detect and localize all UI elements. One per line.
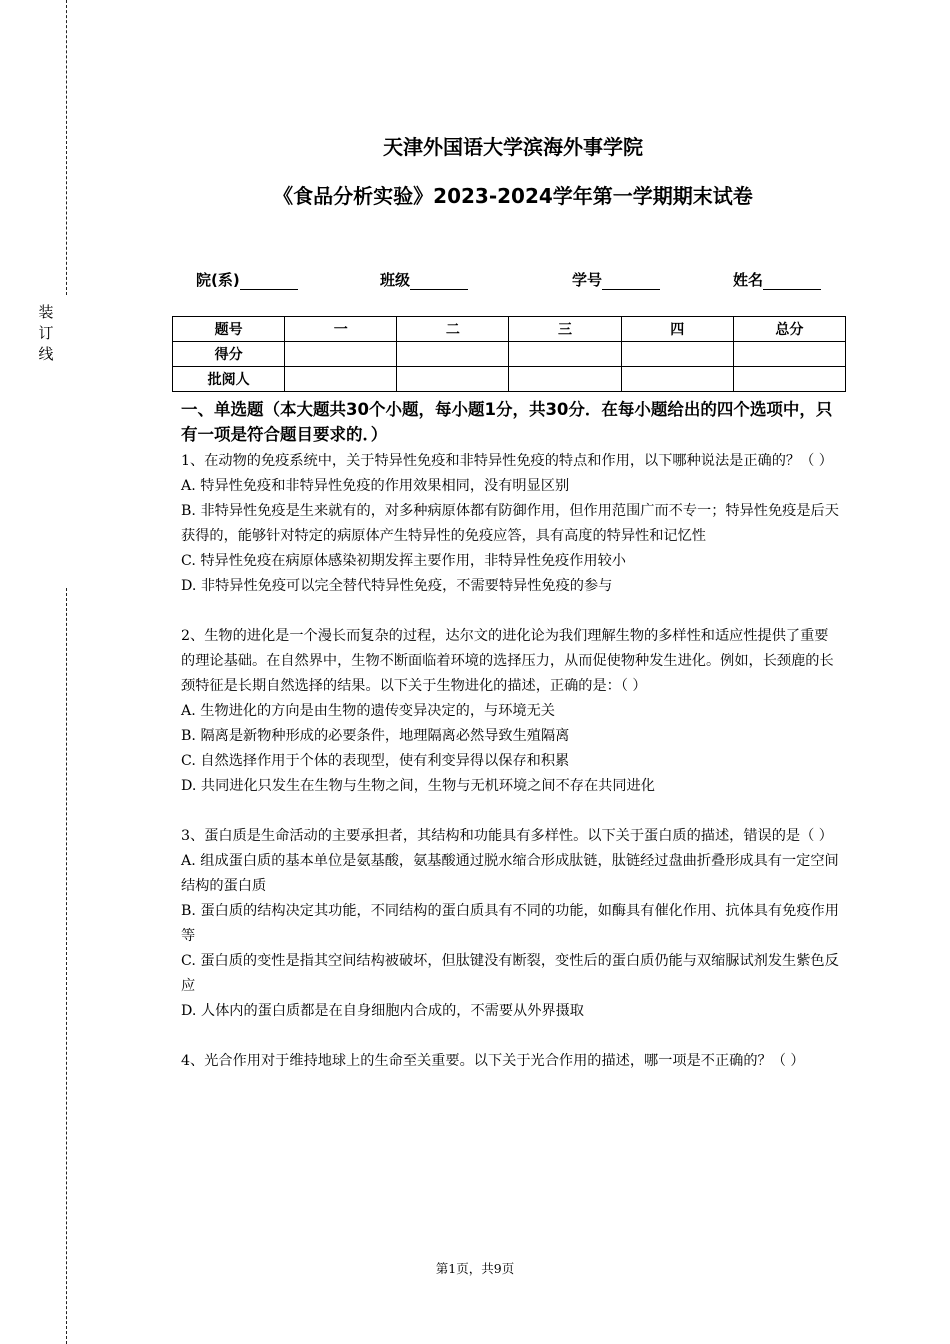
score-cell[interactable] — [509, 342, 621, 367]
score-cell[interactable] — [285, 342, 397, 367]
table-header-cell: 一 — [285, 317, 397, 342]
grader-cell[interactable] — [621, 367, 733, 392]
info-field-name[interactable] — [733, 269, 821, 290]
grader-row — [173, 367, 846, 392]
question-stem: 3、蛋白质是生命活动的主要承担者，其结构和功能具有多样性。以下关于蛋白质的描述，错误的是（ ） — [181, 828, 833, 844]
option-b: B. 蛋白质的结构决定其功能，不同结构的蛋白质具有不同的功能，如酶具有催化作用、抗体具有免疫作用等 — [181, 903, 839, 944]
question-stem: 2、生物的进化是一个漫长而复杂的过程，达尔文的进化论为我们理解生物的多样性和适应性提供了重要的理论基础。在自然界中，生物不断面临着环境的选择压力，从而促使物种发生进化。例如，长颈鹿的长颈特征是长期自然选择的结果。以下关于生物进化的描述，正确的是：（ ） — [181, 628, 834, 694]
option-a: A. 组成蛋白质的基本单位是氨基酸，氨基酸通过脱水缩合形成肽链，肽链经过盘曲折叠形成具有一定空间结构的蛋白质 — [181, 853, 839, 894]
blank-line[interactable] — [602, 272, 660, 290]
question-stem: 4、光合作用对于维持地球上的生命至关重要。以下关于光合作用的描述，哪一项是不正确的？（ ） — [181, 1053, 805, 1069]
option-b: B. 非特异性免疫是生来就有的，对多种病原体都有防御作用，但作用范围广而不专一；特异性免疫是后天获得的，能够针对特定的病原体产生特异性的免疫应答，具有高度的特异性和记忆性 — [181, 503, 839, 544]
option-a: A. 生物进化的方向是由生物的遗传变异决定的，与环境无关 — [181, 703, 555, 719]
table-header-cell: 四 — [621, 317, 733, 342]
score-cell[interactable] — [397, 342, 509, 367]
grader-cell[interactable] — [509, 367, 621, 392]
page-footer: 第1页，共9页 — [435, 1261, 515, 1276]
grader-cell[interactable] — [733, 367, 845, 392]
exam-title: 《食品分析实验》2023-2024学年第一学期期末试卷 — [273, 184, 753, 208]
option-c: C. 蛋白质的变性是指其空间结构被破坏，但肽键没有断裂，变性后的蛋白质仍能与双缩脲试剂发生紫色反应 — [181, 953, 839, 994]
school-title: 天津外国语大学滨海外事学院 — [383, 135, 643, 159]
score-row — [173, 342, 846, 367]
grader-cell[interactable] — [285, 367, 397, 392]
info-field-department[interactable] — [196, 269, 298, 290]
score-cell[interactable] — [621, 342, 733, 367]
score-table — [172, 316, 846, 392]
score-cell[interactable] — [733, 342, 845, 367]
table-header-cell: 三 — [509, 317, 621, 342]
grader-cell[interactable] — [397, 367, 509, 392]
info-label: 班级 — [380, 271, 411, 289]
question-1 — [181, 449, 841, 599]
option-d: D. 非特异性免疫可以完全替代特异性免疫，不需要特异性免疫的参与 — [181, 578, 613, 594]
question-2 — [181, 624, 841, 799]
row-label: 批阅人 — [173, 367, 285, 392]
option-d: D. 共同进化只发生在生物与生物之间，生物与无机环境之间不存在共同进化 — [181, 778, 655, 794]
blank-line[interactable] — [240, 272, 298, 290]
blank-line[interactable] — [763, 272, 821, 290]
option-c: C. 自然选择作用于个体的表现型，使有利变异得以保存和积累 — [181, 753, 570, 769]
student-info-row — [0, 269, 950, 293]
binding-dashed-line-top — [66, 0, 67, 295]
question-stem: 1、在动物的免疫系统中，关于特异性免疫和非特异性免疫的特点和作用，以下哪种说法是正确的？（ ） — [181, 453, 833, 469]
info-field-student-id[interactable] — [572, 269, 660, 290]
option-b: B. 隔离是新物种形成的必要条件，地理隔离必然导致生殖隔离 — [181, 728, 570, 744]
binding-dashed-line-bottom — [66, 588, 67, 1344]
binding-label-char: 装 — [38, 303, 54, 321]
info-label: 姓名 — [733, 271, 764, 289]
question-3 — [181, 824, 841, 1024]
info-label: 学号 — [572, 271, 603, 289]
score-table-header-row — [173, 317, 846, 342]
question-4 — [181, 1049, 841, 1074]
table-header-cell: 二 — [397, 317, 509, 342]
option-a: A. 特异性免疫和非特异性免疫的作用效果相同，没有明显区别 — [181, 478, 570, 494]
info-field-class[interactable] — [380, 269, 468, 290]
exam-content — [181, 397, 841, 1099]
option-c: C. 特异性免疫在病原体感染初期发挥主要作用，非特异性免疫作用较小 — [181, 553, 626, 569]
binding-label — [36, 302, 56, 365]
binding-label-char: 线 — [38, 345, 54, 363]
option-d: D. 人体内的蛋白质都是在自身细胞内合成的，不需要从外界摄取 — [181, 1003, 584, 1019]
row-label: 得分 — [173, 342, 285, 367]
table-header-cell: 题号 — [173, 317, 285, 342]
binding-label-char: 订 — [38, 324, 54, 342]
info-label: 院(系) — [196, 271, 240, 289]
blank-line[interactable] — [410, 272, 468, 290]
table-header-cell: 总分 — [733, 317, 845, 342]
section-title: 一、单选题（本大题共30个小题，每小题1分，共30分．在每小题给出的四个选项中，只有一项是符合题目要求的．） — [181, 400, 833, 444]
